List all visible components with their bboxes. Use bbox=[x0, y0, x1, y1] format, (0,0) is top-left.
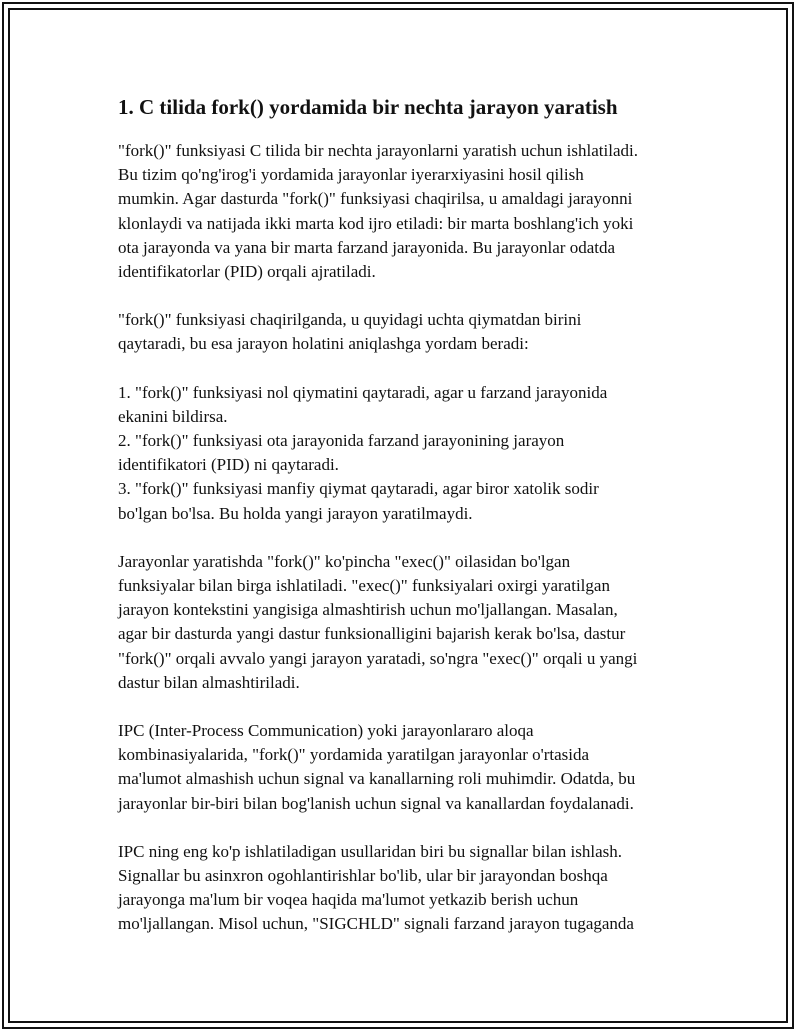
text-line: IPC (Inter-Process Communication) yoki jarayonlararo aloqa bbox=[118, 721, 534, 741]
text-line: IPC ning eng ko'p ishlatiladigan usullaridan biri bu signallar bilan ishlash. bbox=[118, 841, 623, 861]
list-item-line: 3. "fork()" funksiyasi manfiy qiymat qaytaradi, agar biror xatolik sodir bbox=[118, 479, 599, 499]
paragraph-ipc bbox=[118, 719, 682, 816]
paragraph-exec bbox=[118, 550, 682, 695]
list-item-line: 1. "fork()" funksiyasi nol qiymatini qaytaradi, agar u farzand jarayonida bbox=[118, 382, 608, 402]
document-body bbox=[118, 94, 682, 961]
paragraph-fork-intro bbox=[118, 139, 682, 284]
text-line: ma'lumot almashish uchun signal va kanallarning roli muhimdir. Odatda, bu bbox=[118, 769, 636, 789]
paragraph-return-values-intro bbox=[118, 308, 682, 356]
text-line: jarayonga ma'lum bir voqea haqida ma'lumot yetkazib berish uchun bbox=[118, 890, 579, 910]
text-line: jarayon kontekstini yangisiga almashtirish uchun mo'ljallangan. Masalan, bbox=[118, 600, 618, 620]
text-line: funksiyalar bilan birga ishlatiladi. "exec()" funksiyalari oxirgi yaratilgan bbox=[118, 576, 610, 596]
text-line: "fork()" orqali avvalo yangi jarayon yaratadi, so'ngra "exec()" orqali u yangi bbox=[118, 648, 638, 668]
text-line: jarayonlar bir-biri bilan bog'lanish uchun signal va kanallardan foydalanadi. bbox=[118, 793, 634, 813]
list-item-line: 2. "fork()" funksiyasi ota jarayonida farzand jarayonining jarayon bbox=[118, 431, 565, 451]
text-line: mumkin. Agar dasturda "fork()" funksiyasi chaqirilsa, u amaldagi jarayonni bbox=[118, 189, 633, 209]
list-item-line: bo'lgan bo'lsa. Bu holda yangi jarayon yaratilmaydi. bbox=[118, 503, 473, 523]
text-line: Bu tizim qo'ng'irog'i yordamida jarayonlar iyerarxiyasini hosil qilish bbox=[118, 165, 584, 185]
section-heading: 1. C tilida fork() yordamida bir nechta jarayon yaratish bbox=[118, 95, 618, 119]
text-line: ota jarayonda va yana bir marta farzand jarayonida. Bu jarayonlar odatda bbox=[118, 237, 616, 257]
text-line: Jarayonlar yaratishda "fork()" ko'pincha "exec()" oilasidan bo'lgan bbox=[118, 551, 571, 571]
text-line: Signallar bu asinxron ogohlantirishlar bo'lib, ular bir jarayondan boshqa bbox=[118, 866, 608, 886]
list-item-line: ekanini bildirsa. bbox=[118, 406, 228, 426]
paragraph-return-values-list bbox=[118, 381, 682, 526]
text-line: identifikatorlar (PID) orqali ajratiladi. bbox=[118, 262, 376, 282]
list-item-line: identifikatori (PID) ni qaytaradi. bbox=[118, 455, 339, 475]
text-line: kombinasiyalarida, "fork()" yordamida yaratilgan jarayonlar o'rtasida bbox=[118, 745, 590, 765]
text-line: agar bir dasturda yangi dastur funksionalligini bajarish kerak bo'lsa, dastur bbox=[118, 624, 626, 644]
paragraph-signals bbox=[118, 840, 682, 937]
text-line: "fork()" funksiyasi C tilida bir nechta jarayonlarni yaratish uchun ishlatiladi. bbox=[118, 141, 638, 160]
text-line: dastur bilan almashtiriladi. bbox=[118, 672, 300, 692]
text-line: "fork()" funksiyasi chaqirilganda, u quyidagi uchta qiymatdan birini bbox=[118, 310, 582, 330]
text-line: mo'ljallangan. Misol uchun, "SIGCHLD" signali farzand jarayon tugaganda bbox=[118, 914, 634, 934]
text-line: klonlaydi va natijada ikki marta kod ijro etiladi: bir marta boshlang'ich yoki bbox=[118, 213, 634, 233]
text-line: qaytaradi, bu esa jarayon holatini aniqlashga yordam beradi: bbox=[118, 334, 529, 354]
